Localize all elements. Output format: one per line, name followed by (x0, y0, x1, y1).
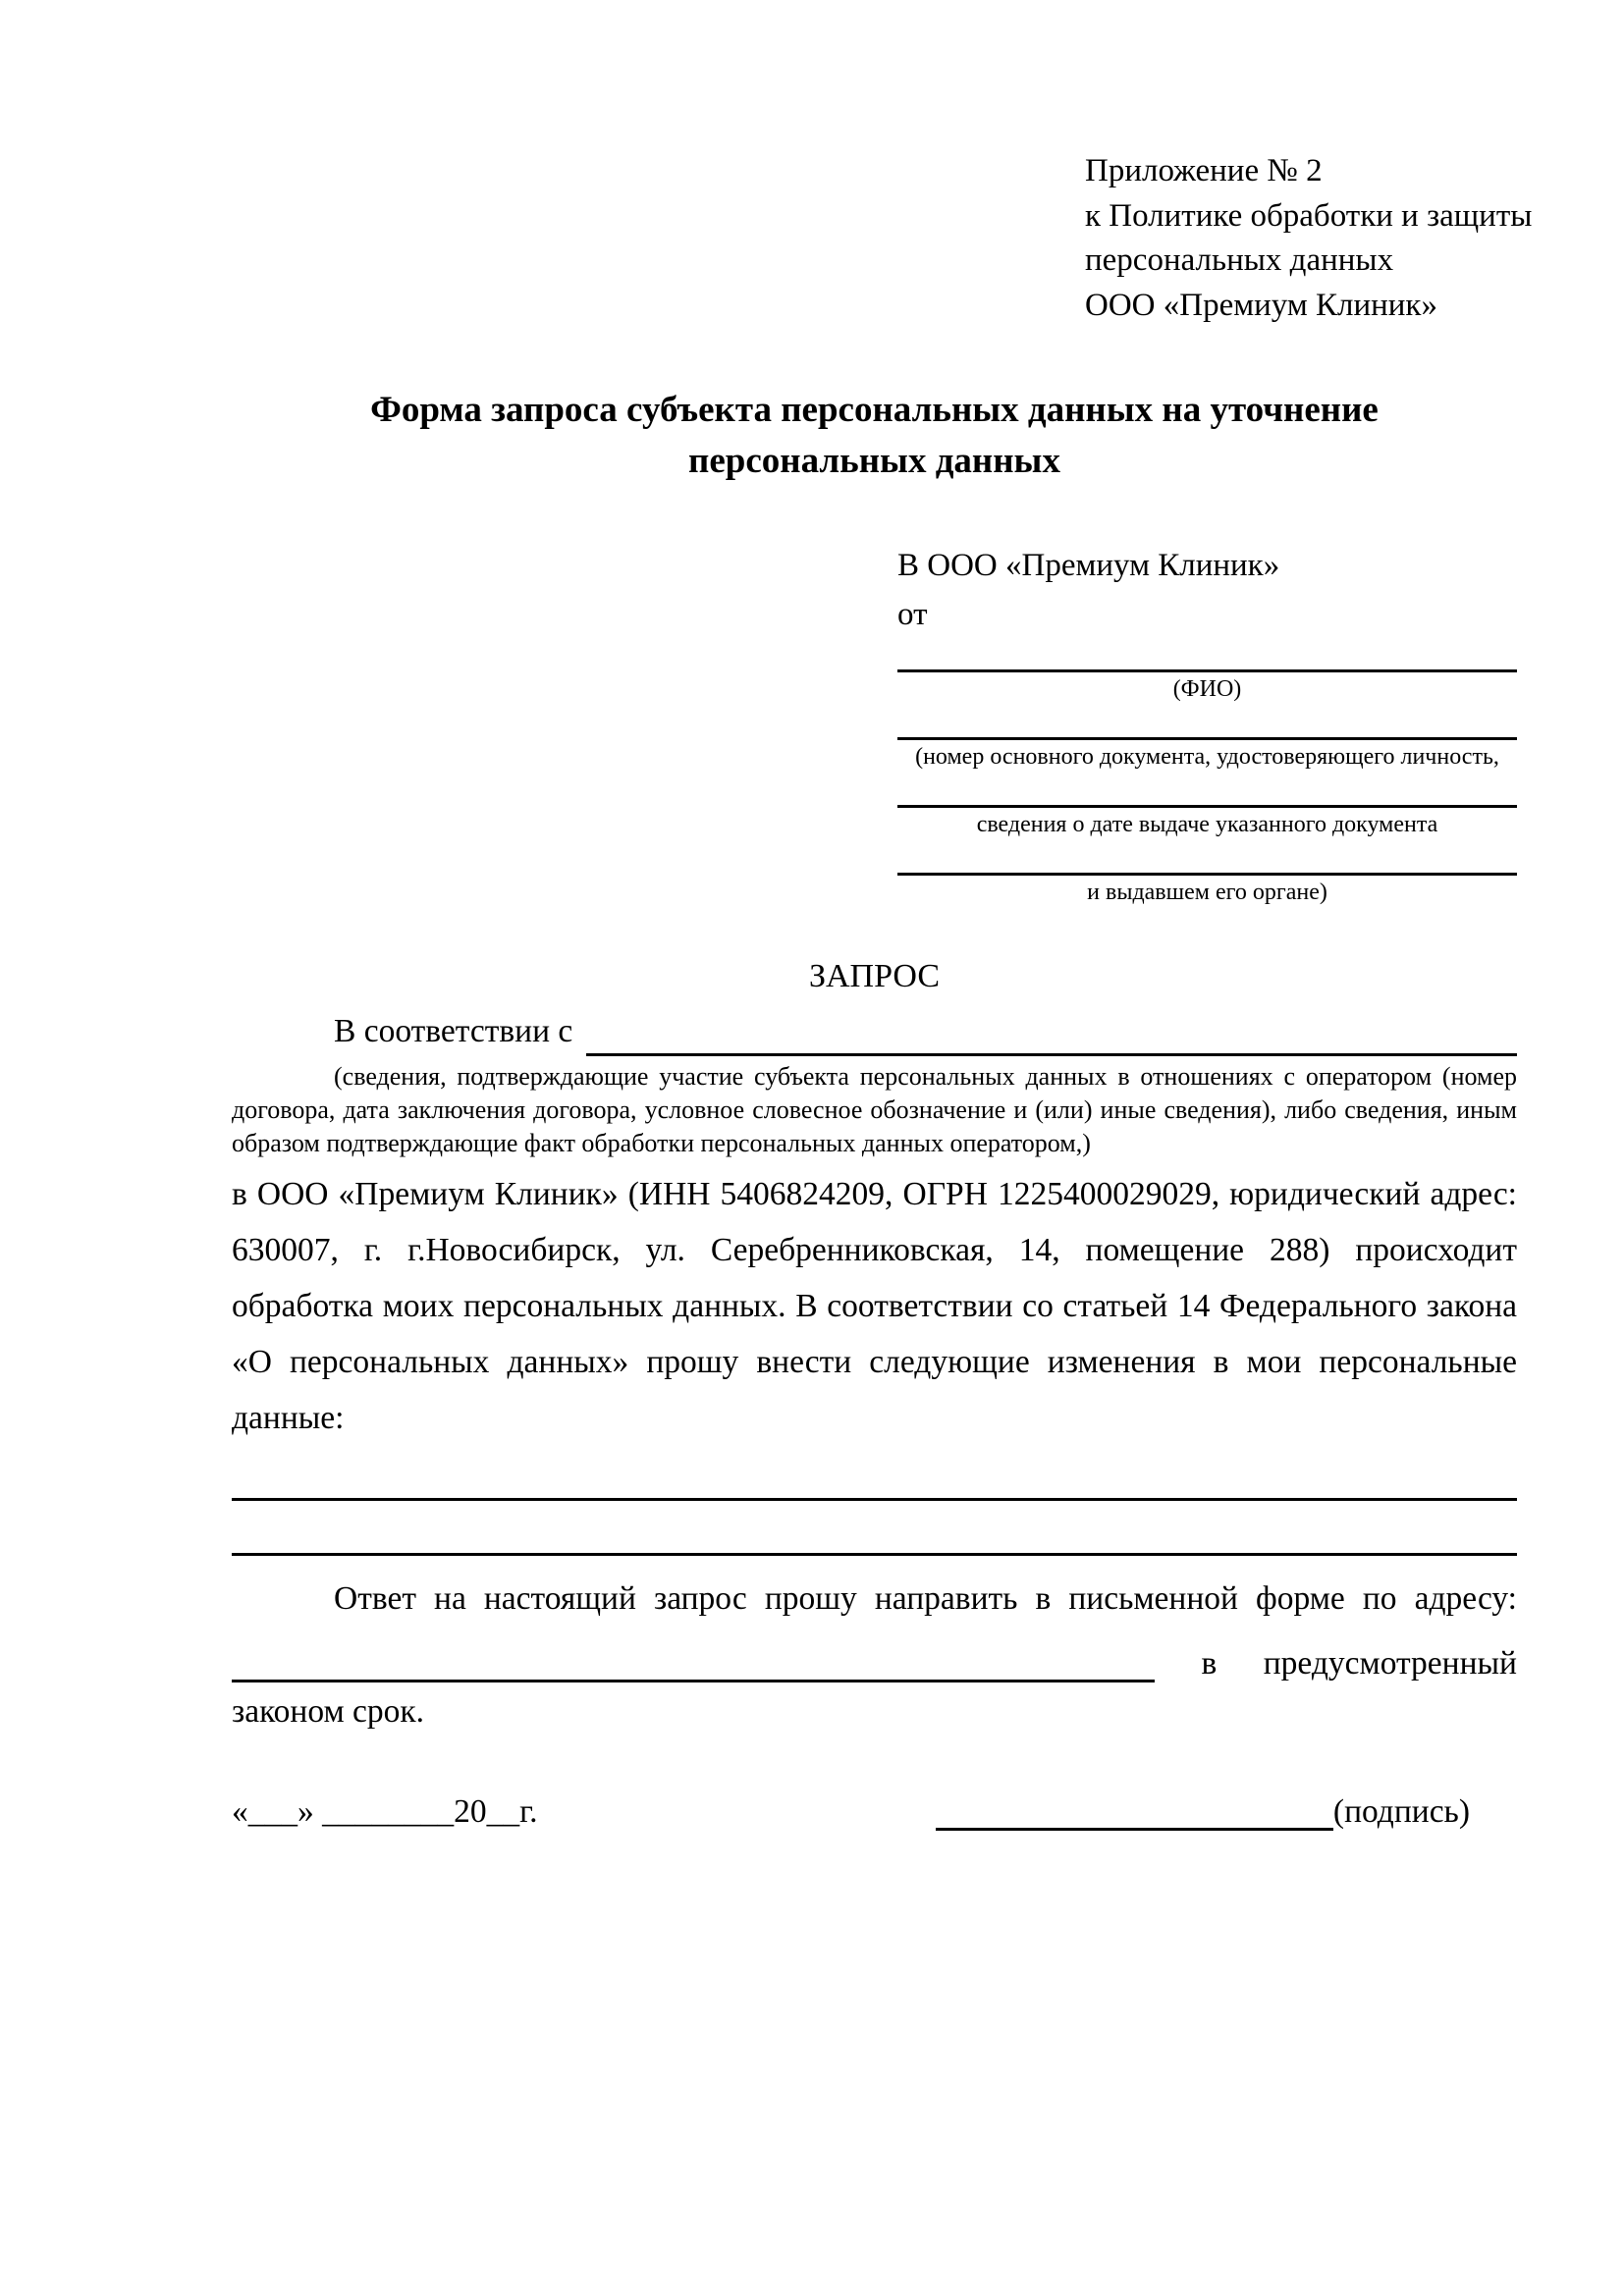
address-blank-line (232, 1639, 1155, 1682)
fio-caption: (ФИО) (1172, 675, 1242, 702)
issuing-authority-caption: и выдавшем его органе) (1087, 880, 1327, 906)
reply-word: в (1201, 1645, 1218, 1682)
fio-blank-line (897, 649, 1517, 672)
document-number-field (897, 717, 1517, 773)
date-placeholder: «___» ________20__г. (232, 1793, 538, 1831)
document-content (232, 0, 1533, 1831)
accordance-blank-line (586, 1015, 1517, 1056)
reply-word: предусмотренный (1263, 1645, 1517, 1682)
appendix-note-line: к Политике обработки и защиты (1085, 197, 1533, 234)
recipient-to: В ООО «Премиум Клиник» (897, 547, 1280, 583)
closing-text: законом срок. (232, 1693, 425, 1731)
reply-address-row (232, 1628, 1517, 1682)
accordance-label: В соответствии с (334, 1012, 573, 1049)
document-number-blank-line (897, 717, 1517, 740)
recipient-block (897, 544, 1517, 909)
signature-group (936, 1791, 1517, 1831)
from-label: от (897, 597, 928, 633)
changes-blank-line-2 (232, 1501, 1517, 1556)
issue-date-caption: сведения о дате выдаче указанного документа (976, 812, 1438, 838)
issue-date-blank-line (897, 784, 1517, 808)
signature-caption: (подпись) (1332, 1793, 1470, 1831)
footnote-text: (сведения, подтверждающие участие субъекта персональных данных в отношениях с оператором (номер договора, дата заключения договора, условное словесное обозначение и (или) иные сведения), либо сведения, иным образом подтверждающие факт обработки персональных данных оператором,) (232, 1061, 1517, 1158)
issuing-authority-blank-line (897, 852, 1517, 876)
appendix-note-line: персональных данных (1085, 242, 1394, 279)
issue-date-field (897, 784, 1517, 840)
document-number-caption: (номер основного документа, удостоверяющего личность, (915, 744, 1499, 770)
date-signature-row (232, 1791, 1517, 1831)
accordance-row (232, 1007, 1517, 1056)
request-body-text: в ООО «Премиум Клиник» (ИНН 5406824209, ОГРН 1225400029029, юридический адрес: 630007, г. г.Новосибирск, ул. Серебренниковская, 14, помещение 288) происходит обработка моих персональных данных. В соответствии со статьей 14 Федерального закона «О персональных данных» прошу внести следующие изменения в мои персональные данные: (232, 1175, 1517, 1436)
fio-field (897, 649, 1517, 705)
appendix-note-line: ООО «Премиум Клиник» (1085, 287, 1437, 323)
signature-blank-line (936, 1791, 1333, 1831)
reply-instruction-text: Ответ на настоящий запрос прошу направить в письменной форме по адресу: (334, 1580, 1517, 1618)
issuing-authority-field (897, 852, 1517, 908)
request-heading: ЗАПРОС (808, 957, 941, 994)
appendix-note (1085, 149, 1533, 328)
changes-blank-line-1 (232, 1446, 1517, 1501)
page-title: Форма запроса субъекта персональных данных на уточнение персональных данных (370, 390, 1379, 481)
appendix-note-line: Приложение № 2 (1085, 153, 1323, 188)
